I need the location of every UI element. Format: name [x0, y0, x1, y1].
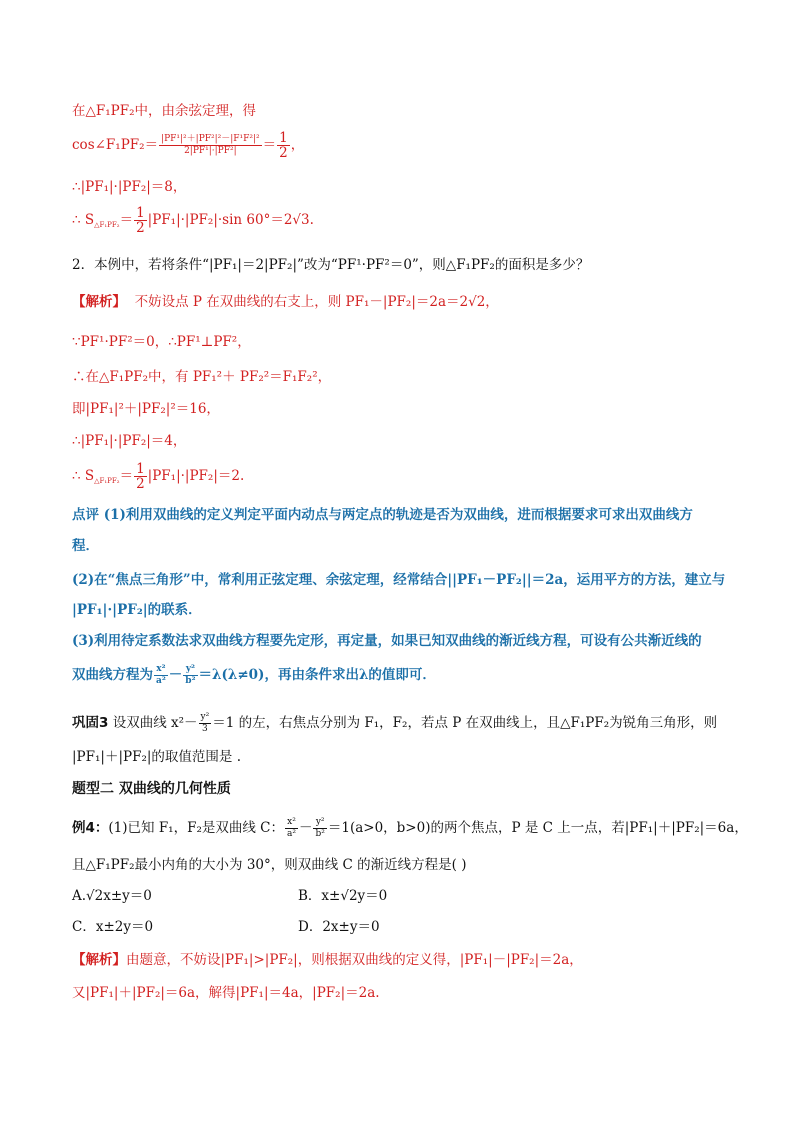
exercise-3: 巩固3 设双曲线 x²－ $\frac{\text{y²}}{3}$ ＝1 的左，右焦点分别为 F₁，F₂，若点 P 在双曲线上，且△F₁PF₂为锐角三角形，则	[72, 712, 718, 734]
solution-step-perpendicular: ∵PF¹·PF²＝0，∴PF¹⊥PF²，	[72, 334, 251, 350]
option-b: B．x±√2y＝0	[298, 888, 388, 904]
cosine-formula: cos∠F₁PF₂＝ $\frac{\text{|PF¹|²＋|PF²|²－|F¹F²|²}}{\text{2|PF¹|·|PF²|}}$ ＝ $\frac{1}{2}$ ，	[72, 130, 305, 161]
half-fraction: $\frac{1}{2}$	[279, 130, 288, 161]
option-c: C．x±2y＝0	[72, 919, 154, 935]
area-result-1: ∴ $S_{\triangle F_1PF_2}=$ $\frac{1}{2}$ |PF₁|·|PF₂|·sin 60°＝2√3.	[72, 205, 314, 236]
solution-1: 【解析】 不妨设点 P 在双曲线的右支上，则 PF₁－|PF₂|＝2a＝2√2，	[72, 294, 499, 310]
option-a: A.√2x±y＝0	[72, 888, 152, 904]
cosine-fraction: $\frac{\text{|PF¹|²＋|PF²|²－|F¹F²|²}}{\text{2|PF¹|·|PF²|}}$	[161, 134, 260, 156]
solution-2-line2: 又|PF₁|＋|PF₂|＝6a，解得|PF₁|＝4a，|PF₂|＝2a.	[72, 985, 380, 1001]
comment-3-line1: (3)利用待定系数法求双曲线方程要先定形，再定量，如果已知双曲线的渐近线方程，可设有公共渐近线的	[72, 633, 702, 649]
solution-step-4: ∴|PF₁|·|PF₂|＝4，	[72, 433, 187, 449]
solution-step-pythagoras: ∴在△F₁PF₂中，有 PF₁²＋ PF₂²＝F₁F₂²，	[72, 369, 332, 385]
example-4: 例4：(1)已知 F₁，F₂是双曲线 C： $\frac{\text{x²}}{\text{a²}}$ － $\frac{\text{y²}}{\text{b²}}$ ＝1(a>0，b>0)的两个焦点，P 是 C 上一点，若|PF₁|＋|PF₂|＝6a，	[72, 817, 748, 839]
question-2: 2．本例中，若将条件“|PF₁|＝2|PF₂|”改为“PF¹·PF²＝0”，则△F₁PF₂的面积是多少？	[72, 257, 590, 273]
comment-2-line2: |PF₁|·|PF₂|的联系．	[72, 602, 202, 618]
example-4-line2: 且△F₁PF₂最小内角的大小为 30°，则双曲线 C 的渐近线方程是( )	[72, 857, 467, 873]
section-heading-type2: 题型二 双曲线的几何性质	[72, 781, 231, 797]
comment-1-line1: 点评 (1)利用双曲线的定义判定平面内动点与两定点的轨迹是否为双曲线，进而根据要求可求出双曲线方	[72, 507, 693, 523]
product-result-8: ∴|PF₁|·|PF₂|＝8，	[72, 179, 187, 195]
solution-step-16: 即|PF₁|²＋|PF₂|²＝16，	[72, 401, 220, 417]
area-result-2: ∴ $S_{\triangle F_1PF_2}=$ $\frac{1}{2}$ |PF₁|·|PF₂|＝2.	[72, 461, 245, 492]
comment-2-line1: (2)在“焦点三角形”中，常利用正弦定理、余弦定理，经常结合||PF₁－PF₂||＝2a，运用平方的方法，建立与	[72, 572, 726, 588]
solution-2: 【解析】由题意，不妨设|PF₁|>|PF₂|，则根据双曲线的定义得，|PF₁|－|PF₂|＝2a，	[72, 952, 583, 968]
option-d: D．2x±y＝0	[298, 919, 380, 935]
comment-1-line2: 程．	[72, 538, 99, 554]
exercise-3-line2: |PF₁|＋|PF₂|的取值范围是 .	[72, 749, 242, 765]
cosine-law-intro: 在△F₁PF₂中，由余弦定理，得	[72, 103, 257, 119]
comment-3-line2: 双曲线方程为 $\frac{\text{x²}}{\text{a²}}$ － $\frac{\text{y²}}{\text{b²}}$ ＝λ(λ≠0)，再由条件求出λ的值即可．	[72, 664, 436, 686]
